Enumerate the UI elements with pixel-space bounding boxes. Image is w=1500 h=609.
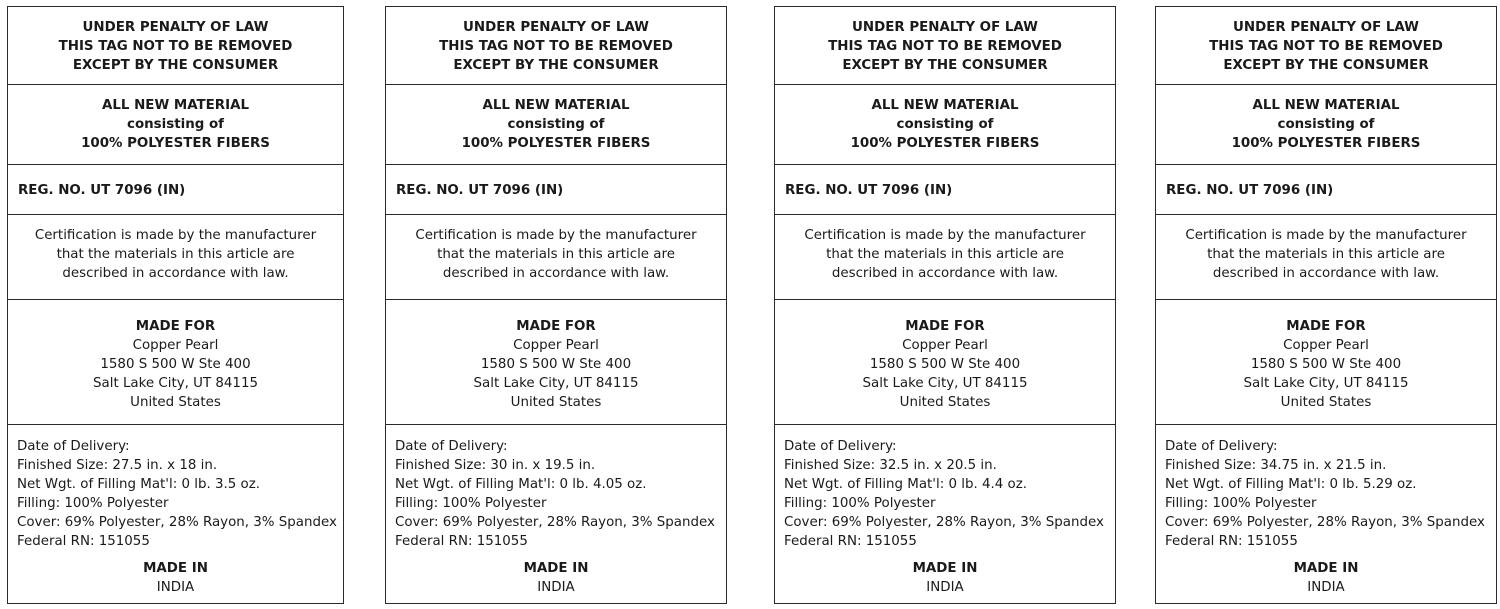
details-section	[8, 425, 343, 605]
certification-line: Certification is made by the manufacturer	[415, 228, 697, 243]
city-state-zip: Salt Lake City, UT 84115	[473, 376, 639, 391]
material-line: 100% POLYESTER FIBERS	[81, 136, 270, 151]
country: United States	[899, 395, 991, 410]
date-of-delivery: Date of Delivery:	[17, 439, 130, 454]
law-tag-1	[7, 6, 344, 604]
registration-section	[8, 165, 343, 215]
country: United States	[130, 395, 221, 410]
street-address: 1580 S 500 W Ste 400	[100, 357, 251, 372]
details-section	[775, 425, 1115, 605]
made-in-block	[775, 559, 1115, 597]
material-line: consisting of	[896, 117, 994, 132]
made-in-block	[1156, 559, 1496, 597]
made-in-block	[8, 559, 343, 597]
city-state-zip: Salt Lake City, UT 84115	[93, 376, 258, 391]
certification-section	[386, 215, 726, 300]
certification-line: described in accordance with law.	[442, 266, 670, 281]
made-for-heading: MADE FOR	[516, 319, 596, 334]
details-section	[386, 425, 726, 605]
made-in-heading: MADE IN	[1293, 561, 1359, 576]
made-in-heading: MADE IN	[523, 561, 589, 576]
warning-line: UNDER PENALTY OF LAW	[463, 20, 649, 35]
law-tag-3	[774, 6, 1116, 604]
material-section	[8, 85, 343, 165]
made-in-heading: MADE IN	[143, 561, 208, 576]
certification-line: that the materials in this article are	[826, 247, 1064, 262]
filling: Filling: 100% Polyester	[395, 496, 547, 511]
law-tag-2	[385, 6, 727, 604]
certification-line: Certification is made by the manufacturer	[804, 228, 1086, 243]
date-of-delivery: Date of Delivery:	[395, 439, 508, 454]
street-address: 1580 S 500 W Ste 400	[869, 357, 1021, 372]
company-name: Copper Pearl	[132, 338, 219, 353]
warning-line: EXCEPT BY THE CONSUMER	[453, 58, 659, 73]
certification-section	[8, 215, 343, 300]
city-state-zip: Salt Lake City, UT 84115	[1243, 376, 1409, 391]
made-for-heading: MADE FOR	[905, 319, 985, 334]
material-section	[386, 85, 726, 165]
warning-line: EXCEPT BY THE CONSUMER	[1223, 58, 1429, 73]
law-tag-4	[1155, 6, 1497, 604]
federal-rn: Federal RN: 151055	[17, 534, 150, 549]
net-weight: Net Wgt. of Filling Mat'l: 0 lb. 4.4 oz.	[784, 477, 1027, 492]
warning-line: EXCEPT BY THE CONSUMER	[842, 58, 1048, 73]
cover: Cover: 69% Polyester, 28% Rayon, 3% Spandex	[17, 515, 337, 530]
registration-number: REG. NO. UT 7096 (IN)	[18, 183, 186, 198]
material-line: consisting of	[507, 117, 605, 132]
federal-rn: Federal RN: 151055	[784, 534, 917, 549]
made-in-country: INDIA	[926, 580, 964, 595]
warning-line: UNDER PENALTY OF LAW	[82, 20, 269, 35]
certification-line: Certification is made by the manufacturer	[1185, 228, 1467, 243]
made-in-country: INDIA	[537, 580, 575, 595]
made-for-heading: MADE FOR	[135, 319, 216, 334]
warning-line: UNDER PENALTY OF LAW	[1233, 20, 1419, 35]
registration-section	[1156, 165, 1496, 215]
material-line: ALL NEW MATERIAL	[871, 98, 1019, 113]
street-address: 1580 S 500 W Ste 400	[480, 357, 632, 372]
made-for-section	[386, 300, 726, 425]
filling: Filling: 100% Polyester	[784, 496, 936, 511]
material-line: ALL NEW MATERIAL	[482, 98, 630, 113]
net-weight: Net Wgt. of Filling Mat'l: 0 lb. 3.5 oz.	[17, 477, 260, 492]
country: United States	[510, 395, 602, 410]
material-line: ALL NEW MATERIAL	[1252, 98, 1400, 113]
company-name: Copper Pearl	[513, 338, 599, 353]
warning-line: THIS TAG NOT TO BE REMOVED	[1209, 39, 1443, 54]
certification-section	[1156, 215, 1496, 300]
finished-size: Finished Size: 27.5 in. x 18 in.	[17, 458, 218, 473]
city-state-zip: Salt Lake City, UT 84115	[862, 376, 1028, 391]
certification-line: described in accordance with law.	[1212, 266, 1440, 281]
made-in-country: INDIA	[156, 580, 195, 595]
details-section	[1156, 425, 1496, 605]
material-line: 100% POLYESTER FIBERS	[850, 136, 1040, 151]
cover: Cover: 69% Polyester, 28% Rayon, 3% Spandex	[1165, 515, 1485, 530]
warning-line: THIS TAG NOT TO BE REMOVED	[439, 39, 673, 54]
registration-number: REG. NO. UT 7096 (IN)	[396, 183, 564, 198]
federal-rn: Federal RN: 151055	[395, 534, 528, 549]
material-line: 100% POLYESTER FIBERS	[1231, 136, 1421, 151]
made-in-country: INDIA	[1307, 580, 1345, 595]
date-of-delivery: Date of Delivery:	[784, 439, 897, 454]
warning-line: EXCEPT BY THE CONSUMER	[72, 58, 279, 73]
made-for-section	[8, 300, 343, 425]
warning-section	[8, 7, 343, 85]
date-of-delivery: Date of Delivery:	[1165, 439, 1278, 454]
filling: Filling: 100% Polyester	[17, 496, 169, 511]
warning-section	[386, 7, 726, 85]
filling: Filling: 100% Polyester	[1165, 496, 1317, 511]
cover: Cover: 69% Polyester, 28% Rayon, 3% Spandex	[395, 515, 715, 530]
made-in-heading: MADE IN	[912, 561, 978, 576]
certification-section	[775, 215, 1115, 300]
certification-line: Certification is made by the manufacturer	[34, 228, 317, 243]
certification-line: that the materials in this article are	[1207, 247, 1445, 262]
warning-section	[775, 7, 1115, 85]
material-line: consisting of	[1277, 117, 1375, 132]
made-for-heading: MADE FOR	[1286, 319, 1366, 334]
made-for-section	[1156, 300, 1496, 425]
warning-section	[1156, 7, 1496, 85]
federal-rn: Federal RN: 151055	[1165, 534, 1298, 549]
finished-size: Finished Size: 32.5 in. x 20.5 in.	[784, 458, 997, 473]
material-section	[1156, 85, 1496, 165]
material-line: ALL NEW MATERIAL	[102, 98, 249, 113]
company-name: Copper Pearl	[1283, 338, 1369, 353]
registration-number: REG. NO. UT 7096 (IN)	[1166, 183, 1334, 198]
street-address: 1580 S 500 W Ste 400	[1250, 357, 1402, 372]
net-weight: Net Wgt. of Filling Mat'l: 0 lb. 5.29 oz.	[1165, 477, 1417, 492]
certification-line: described in accordance with law.	[831, 266, 1059, 281]
country: United States	[1280, 395, 1372, 410]
company-name: Copper Pearl	[902, 338, 988, 353]
warning-line: THIS TAG NOT TO BE REMOVED	[58, 39, 293, 54]
registration-section	[775, 165, 1115, 215]
certification-line: described in accordance with law.	[62, 266, 289, 281]
finished-size: Finished Size: 34.75 in. x 21.5 in.	[1165, 458, 1387, 473]
registration-section	[386, 165, 726, 215]
material-section	[775, 85, 1115, 165]
made-for-section	[775, 300, 1115, 425]
cover: Cover: 69% Polyester, 28% Rayon, 3% Spandex	[784, 515, 1104, 530]
material-line: consisting of	[127, 117, 224, 132]
finished-size: Finished Size: 30 in. x 19.5 in.	[395, 458, 596, 473]
certification-line: that the materials in this article are	[437, 247, 675, 262]
material-line: 100% POLYESTER FIBERS	[461, 136, 651, 151]
warning-line: UNDER PENALTY OF LAW	[852, 20, 1038, 35]
warning-line: THIS TAG NOT TO BE REMOVED	[828, 39, 1062, 54]
net-weight: Net Wgt. of Filling Mat'l: 0 lb. 4.05 oz.	[395, 477, 647, 492]
certification-line: that the materials in this article are	[56, 247, 295, 262]
registration-number: REG. NO. UT 7096 (IN)	[785, 183, 953, 198]
made-in-block	[386, 559, 726, 597]
